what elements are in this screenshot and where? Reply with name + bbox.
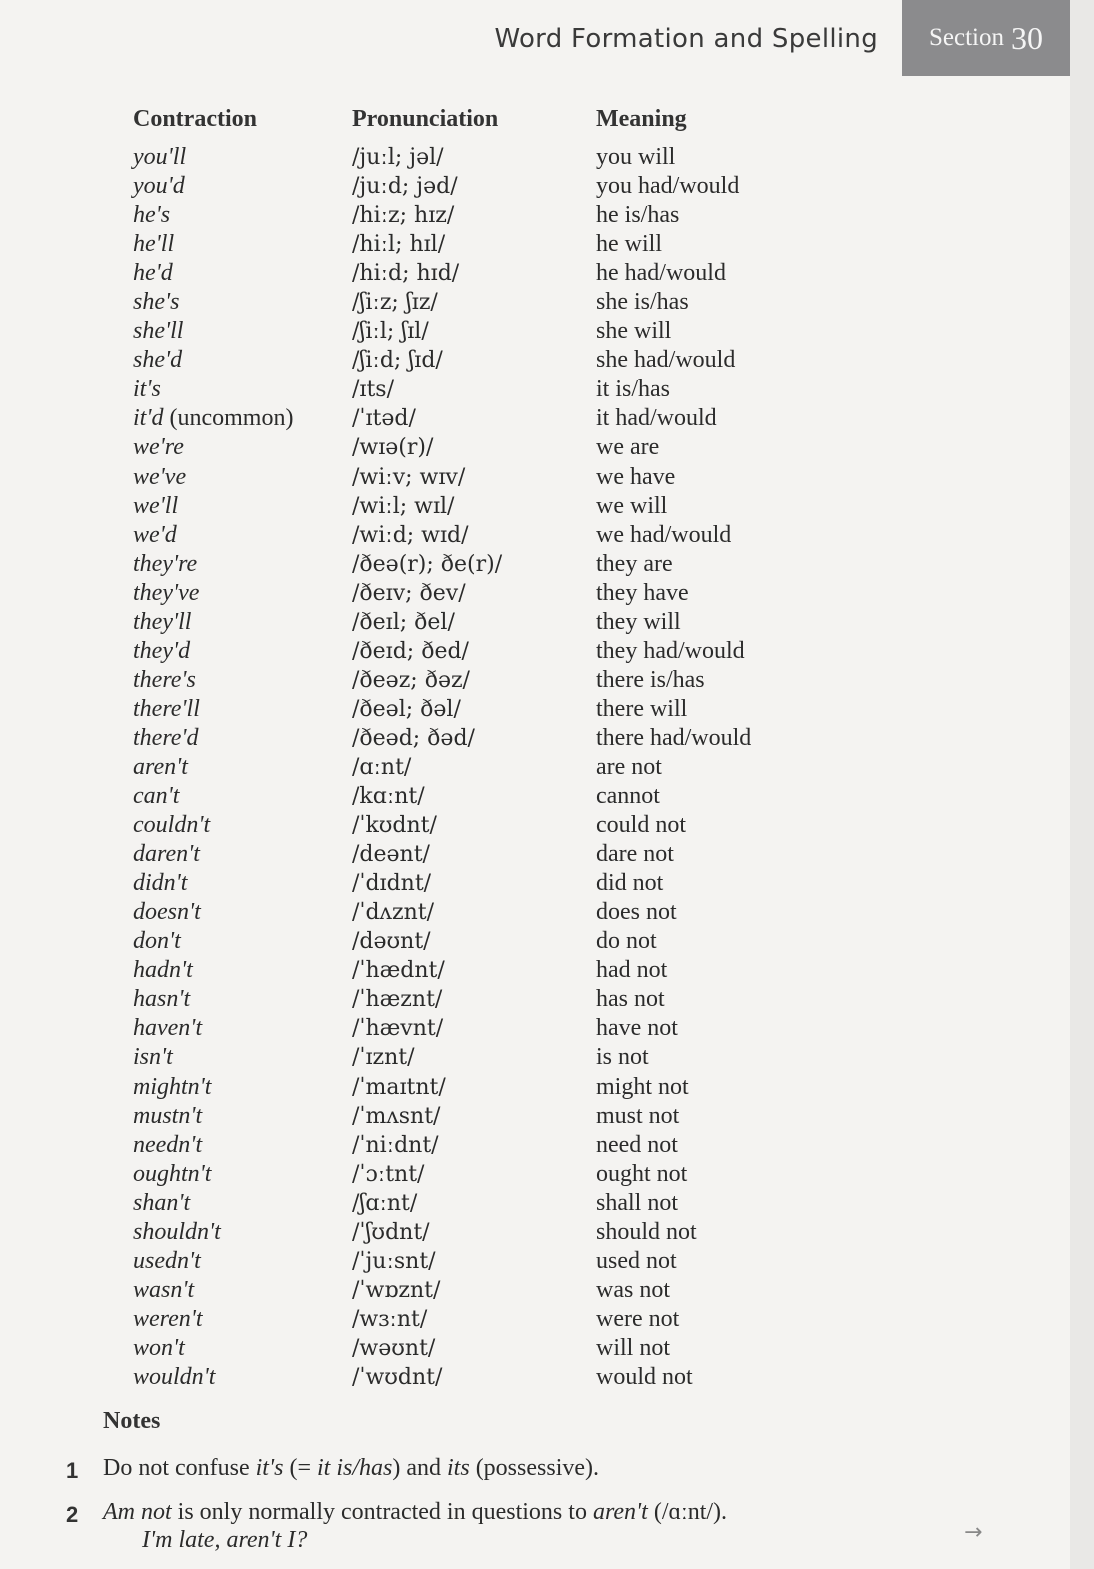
table-row bbox=[0, 811, 1070, 840]
contraction-word: he'll bbox=[133, 231, 175, 258]
meaning-cell: were not bbox=[596, 1305, 680, 1332]
meaning-cell: was not bbox=[596, 1276, 670, 1303]
contraction-cell bbox=[133, 259, 173, 288]
table-row bbox=[0, 463, 1070, 492]
table-row bbox=[0, 608, 1070, 637]
pronunciation-cell: /deənt/ bbox=[352, 842, 430, 868]
pronunciation-cell: /ˈkʊdnt/ bbox=[352, 813, 437, 839]
contraction-word: mightn't bbox=[133, 1073, 212, 1100]
notes-title: Notes bbox=[103, 1408, 161, 1434]
pronunciation-cell: /ˈɔːtnt/ bbox=[352, 1161, 425, 1187]
meaning-cell: cannot bbox=[596, 783, 660, 810]
table-row bbox=[0, 375, 1070, 404]
meaning-cell: should not bbox=[596, 1218, 697, 1245]
table-row bbox=[0, 927, 1070, 956]
column-header-meaning: Meaning bbox=[596, 106, 687, 132]
table-row bbox=[0, 1160, 1070, 1189]
meaning-cell: used not bbox=[596, 1247, 677, 1274]
table-row bbox=[0, 724, 1070, 753]
contraction-word: needn't bbox=[133, 1131, 203, 1158]
meaning-cell: we will bbox=[596, 492, 668, 519]
pronunciation-cell: /ˈdʌznt/ bbox=[352, 900, 434, 926]
pronunciation-cell: /hiːz; hɪz/ bbox=[352, 203, 455, 229]
note-2-text bbox=[103, 1499, 727, 1526]
contraction-word: couldn't bbox=[133, 812, 211, 839]
pronunciation-cell: /ˈɪtəd/ bbox=[352, 406, 416, 432]
meaning-cell: we had/would bbox=[596, 521, 732, 548]
note-1-part: it's bbox=[255, 1455, 284, 1481]
contraction-cell bbox=[133, 288, 179, 317]
contraction-word: he's bbox=[133, 202, 171, 229]
contraction-cell bbox=[133, 492, 178, 521]
table-row bbox=[0, 1102, 1070, 1131]
note-1-part: (= bbox=[283, 1455, 317, 1481]
pronunciation-cell: /ðeɪv; ðev/ bbox=[352, 580, 466, 606]
contraction-cell bbox=[133, 579, 199, 608]
contraction-cell bbox=[133, 521, 177, 550]
note-1-part: it is/has bbox=[316, 1455, 393, 1481]
pronunciation-cell: /ðeə(r); ðe(r)/ bbox=[352, 551, 503, 577]
page-edge bbox=[1070, 0, 1094, 1569]
pronunciation-cell: /ðeəz; ðəz/ bbox=[352, 667, 470, 693]
table-row bbox=[0, 288, 1070, 317]
table-row bbox=[0, 1131, 1070, 1160]
table-row bbox=[0, 1334, 1070, 1363]
contraction-cell bbox=[133, 1276, 194, 1305]
meaning-cell: did not bbox=[596, 870, 664, 897]
pronunciation-cell: /ˈmʌsnt/ bbox=[352, 1103, 441, 1129]
contraction-cell bbox=[133, 608, 191, 637]
contraction-word: wasn't bbox=[133, 1276, 195, 1303]
contraction-cell bbox=[133, 1102, 202, 1131]
pronunciation-cell: /ˈhædnt/ bbox=[352, 958, 445, 984]
pronunciation-cell: /wəʊnt/ bbox=[352, 1335, 436, 1361]
contraction-cell bbox=[133, 1131, 202, 1160]
contraction-cell bbox=[133, 898, 201, 927]
pronunciation-cell: /ˈjuːsnt/ bbox=[352, 1248, 436, 1274]
contraction-word: they've bbox=[133, 579, 200, 606]
contraction-word: wouldn't bbox=[133, 1363, 216, 1390]
note-1-part: its bbox=[447, 1455, 470, 1481]
table-row bbox=[0, 666, 1070, 695]
pronunciation-cell: /wiːl; wɪl/ bbox=[352, 493, 455, 519]
pronunciation-cell: /ɪts/ bbox=[352, 377, 394, 403]
pronunciation-cell: /ˈwʊdnt/ bbox=[352, 1364, 443, 1390]
contraction-cell bbox=[133, 201, 170, 230]
meaning-cell: we are bbox=[596, 434, 660, 461]
meaning-cell: do not bbox=[596, 928, 657, 955]
contraction-cell bbox=[133, 1043, 173, 1072]
table-row bbox=[0, 521, 1070, 550]
pronunciation-cell: /wɪə(r)/ bbox=[352, 435, 434, 461]
pronunciation-cell: /wɜːnt/ bbox=[352, 1306, 428, 1332]
contraction-word: won't bbox=[133, 1334, 185, 1361]
meaning-cell: there will bbox=[596, 695, 688, 722]
contraction-word: weren't bbox=[133, 1305, 203, 1332]
table-row bbox=[0, 695, 1070, 724]
meaning-cell: it had/would bbox=[596, 405, 717, 432]
contraction-word: there'd bbox=[133, 724, 199, 751]
meaning-cell: need not bbox=[596, 1131, 678, 1158]
contraction-word: it's bbox=[133, 376, 161, 403]
meaning-cell: they are bbox=[596, 550, 673, 577]
meaning-cell: we have bbox=[596, 463, 676, 490]
contraction-word: we're bbox=[133, 434, 184, 461]
contraction-word: shan't bbox=[133, 1189, 191, 1216]
contraction-word: they're bbox=[133, 550, 198, 577]
contraction-cell bbox=[133, 1363, 215, 1392]
section-tab bbox=[902, 0, 1070, 76]
contraction-cell bbox=[133, 346, 182, 375]
contraction-word: we'll bbox=[133, 492, 179, 519]
meaning-cell: have not bbox=[596, 1015, 678, 1042]
pronunciation-cell: /juːd; jəd/ bbox=[352, 174, 458, 200]
table-row bbox=[0, 840, 1070, 869]
contraction-cell bbox=[133, 1218, 221, 1247]
meaning-cell: dare not bbox=[596, 841, 674, 868]
contraction-cell bbox=[133, 695, 200, 724]
contraction-word: hasn't bbox=[133, 986, 191, 1013]
contraction-word: you'll bbox=[133, 144, 187, 170]
contraction-cell bbox=[133, 753, 188, 782]
contraction-cell bbox=[133, 143, 186, 172]
contraction-word: you'd bbox=[133, 173, 185, 200]
contraction-table bbox=[0, 143, 1070, 1392]
pronunciation-cell: /ðeɪd; ðed/ bbox=[352, 638, 469, 664]
contraction-word: we'd bbox=[133, 521, 177, 548]
contraction-cell bbox=[133, 433, 184, 462]
table-row bbox=[0, 1276, 1070, 1305]
note-2-part: is only normally contracted in questions to bbox=[171, 1499, 593, 1525]
table-row bbox=[0, 637, 1070, 666]
contraction-cell bbox=[133, 985, 190, 1014]
table-row bbox=[0, 1189, 1070, 1218]
contraction-cell bbox=[133, 840, 200, 869]
pronunciation-cell: /ˈɪznt/ bbox=[352, 1045, 415, 1071]
meaning-cell: she is/has bbox=[596, 289, 689, 316]
pronunciation-cell: /ðeɪl; ðel/ bbox=[352, 609, 455, 635]
pronunciation-cell: /hiːl; hɪl/ bbox=[352, 232, 446, 258]
contraction-cell bbox=[133, 1334, 185, 1363]
contraction-word: he'd bbox=[133, 260, 173, 287]
meaning-cell: they have bbox=[596, 579, 689, 606]
contraction-word: isn't bbox=[133, 1044, 173, 1071]
contraction-word: we've bbox=[133, 463, 187, 490]
pronunciation-cell: /ˈmaɪtnt/ bbox=[352, 1074, 446, 1100]
table-row bbox=[0, 869, 1070, 898]
contraction-cell bbox=[133, 956, 193, 985]
note-1-text bbox=[103, 1455, 599, 1482]
meaning-cell: might not bbox=[596, 1073, 689, 1100]
table-row bbox=[0, 1014, 1070, 1043]
meaning-cell: has not bbox=[596, 986, 665, 1013]
pronunciation-cell: /ðeəl; ðəl/ bbox=[352, 696, 461, 722]
pronunciation-cell: /ʃɑːnt/ bbox=[352, 1190, 418, 1216]
table-row bbox=[0, 1218, 1070, 1247]
table-row bbox=[0, 143, 1070, 172]
contraction-word: don't bbox=[133, 928, 181, 955]
pronunciation-cell: /ˈhævnt/ bbox=[352, 1016, 444, 1042]
contraction-cell bbox=[133, 1247, 201, 1276]
meaning-cell: he had/would bbox=[596, 260, 726, 287]
contraction-cell bbox=[133, 1305, 203, 1334]
note-2-part: (/ɑːnt/). bbox=[647, 1499, 728, 1525]
table-row bbox=[0, 317, 1070, 346]
meaning-cell: could not bbox=[596, 812, 686, 839]
meaning-cell: there is/has bbox=[596, 666, 705, 693]
pronunciation-cell: /ʃiːd; ʃɪd/ bbox=[352, 348, 443, 374]
contraction-cell bbox=[133, 1073, 211, 1102]
meaning-cell: does not bbox=[596, 899, 677, 926]
pronunciation-cell: /ʃiːz; ʃɪz/ bbox=[352, 290, 438, 316]
meaning-cell: it is/has bbox=[596, 376, 671, 403]
contraction-cell bbox=[133, 404, 293, 433]
contraction-word: mustn't bbox=[133, 1102, 203, 1129]
meaning-cell: must not bbox=[596, 1102, 680, 1129]
meaning-cell: had not bbox=[596, 957, 668, 984]
table-row bbox=[0, 753, 1070, 782]
pronunciation-cell: /ˈniːdnt/ bbox=[352, 1132, 439, 1158]
contraction-word: didn't bbox=[133, 870, 188, 897]
contraction-word: they'd bbox=[133, 637, 191, 664]
contraction-word: can't bbox=[133, 783, 180, 810]
contraction-cell bbox=[133, 927, 181, 956]
table-row bbox=[0, 492, 1070, 521]
pronunciation-cell: /wiːd; wɪd/ bbox=[352, 522, 469, 548]
contraction-cell bbox=[133, 666, 196, 695]
table-row bbox=[0, 172, 1070, 201]
pronunciation-cell: /ˈhæznt/ bbox=[352, 987, 443, 1013]
pronunciation-cell: /ˈdɪdnt/ bbox=[352, 871, 432, 897]
table-row bbox=[0, 985, 1070, 1014]
meaning-cell: you had/would bbox=[596, 173, 740, 200]
contraction-word: she's bbox=[133, 289, 180, 316]
meaning-cell: you will bbox=[596, 144, 676, 170]
contraction-word: she'd bbox=[133, 347, 183, 374]
section-label: Section bbox=[929, 24, 1004, 51]
contraction-cell bbox=[133, 637, 190, 666]
pronunciation-cell: /ðeəd; ðəd/ bbox=[352, 725, 475, 751]
meaning-cell: he is/has bbox=[596, 202, 680, 229]
contraction-cell bbox=[133, 317, 183, 346]
contraction-cell bbox=[133, 782, 179, 811]
contraction-cell bbox=[133, 1189, 190, 1218]
meaning-cell: she had/would bbox=[596, 347, 736, 374]
note-2-example: I'm late, aren't I? bbox=[142, 1527, 308, 1553]
meaning-cell: she will bbox=[596, 318, 672, 345]
meaning-cell: is not bbox=[596, 1044, 649, 1071]
table-row bbox=[0, 1247, 1070, 1276]
column-header-pronunciation: Pronunciation bbox=[352, 106, 499, 132]
meaning-cell: they had/would bbox=[596, 637, 745, 664]
section-number: 30 bbox=[1011, 19, 1043, 56]
contraction-word: she'll bbox=[133, 318, 184, 345]
column-header-contraction: Contraction bbox=[133, 106, 257, 132]
contraction-cell bbox=[133, 811, 210, 840]
table-row bbox=[0, 259, 1070, 288]
contraction-cell bbox=[133, 230, 174, 259]
contraction-cell bbox=[133, 172, 185, 201]
contraction-word: aren't bbox=[133, 753, 188, 780]
meaning-cell: shall not bbox=[596, 1189, 678, 1216]
table-row bbox=[0, 782, 1070, 811]
note-2-part: Am not bbox=[103, 1499, 172, 1525]
arrow-right-icon: → bbox=[964, 1520, 983, 1545]
table-row bbox=[0, 550, 1070, 579]
contraction-word: haven't bbox=[133, 1015, 203, 1042]
table-row bbox=[0, 404, 1070, 433]
contraction-cell bbox=[133, 550, 197, 579]
contraction-cell bbox=[133, 463, 186, 492]
meaning-cell: he will bbox=[596, 231, 662, 258]
contraction-word: they'll bbox=[133, 608, 192, 635]
meaning-cell: ought not bbox=[596, 1160, 688, 1187]
table-row bbox=[0, 1073, 1070, 1102]
table-row bbox=[0, 201, 1070, 230]
note-1-part: (possessive). bbox=[469, 1455, 600, 1481]
pronunciation-cell: /kɑːnt/ bbox=[352, 784, 425, 810]
contraction-word: it'd bbox=[133, 405, 164, 432]
table-row bbox=[0, 579, 1070, 608]
contraction-cell bbox=[133, 1014, 202, 1043]
note-2-part: aren't bbox=[592, 1499, 648, 1525]
contraction-cell bbox=[133, 724, 199, 753]
table-row bbox=[0, 1305, 1070, 1334]
contraction-word: usedn't bbox=[133, 1247, 201, 1274]
contraction-word: doesn't bbox=[133, 899, 201, 926]
pronunciation-cell: /ʃiːl; ʃɪl/ bbox=[352, 319, 429, 345]
contraction-word: hadn't bbox=[133, 957, 193, 984]
contraction-word: there's bbox=[133, 666, 196, 693]
contraction-word: shouldn't bbox=[133, 1218, 221, 1245]
table-row bbox=[0, 230, 1070, 259]
pronunciation-cell: /ˈʃʊdnt/ bbox=[352, 1219, 430, 1245]
pronunciation-cell: /juːl; jəl/ bbox=[352, 145, 444, 170]
meaning-cell: there had/would bbox=[596, 724, 752, 751]
contraction-note: (uncommon) bbox=[169, 405, 294, 432]
contraction-word: oughtn't bbox=[133, 1160, 212, 1187]
contraction-cell bbox=[133, 375, 161, 404]
note-number-2: 2 bbox=[66, 1502, 79, 1527]
note-1-part: Do not confuse bbox=[103, 1455, 256, 1481]
note-1-part: ) and bbox=[392, 1455, 447, 1481]
contraction-word: there'll bbox=[133, 695, 200, 722]
contraction-cell bbox=[133, 1160, 211, 1189]
meaning-cell: would not bbox=[596, 1363, 693, 1390]
table-row bbox=[0, 1043, 1070, 1072]
table-row bbox=[0, 898, 1070, 927]
table-row bbox=[0, 346, 1070, 375]
meaning-cell: they will bbox=[596, 608, 681, 635]
pronunciation-cell: /dəʊnt/ bbox=[352, 929, 431, 955]
contraction-cell bbox=[133, 869, 187, 898]
pronunciation-cell: /ˈwɒznt/ bbox=[352, 1277, 441, 1303]
table-row bbox=[0, 433, 1070, 462]
pronunciation-cell: /ɑːnt/ bbox=[352, 754, 412, 780]
page-header-title: Word Formation and Spelling bbox=[494, 24, 878, 54]
pronunciation-cell: /wiːv; wɪv/ bbox=[352, 464, 466, 490]
meaning-cell: will not bbox=[596, 1334, 671, 1361]
note-number-1: 1 bbox=[66, 1458, 79, 1483]
table-row bbox=[0, 956, 1070, 985]
pronunciation-cell: /hiːd; hɪd/ bbox=[352, 261, 460, 287]
contraction-word: daren't bbox=[133, 841, 200, 868]
meaning-cell: are not bbox=[596, 753, 662, 780]
table-row bbox=[0, 1363, 1070, 1392]
